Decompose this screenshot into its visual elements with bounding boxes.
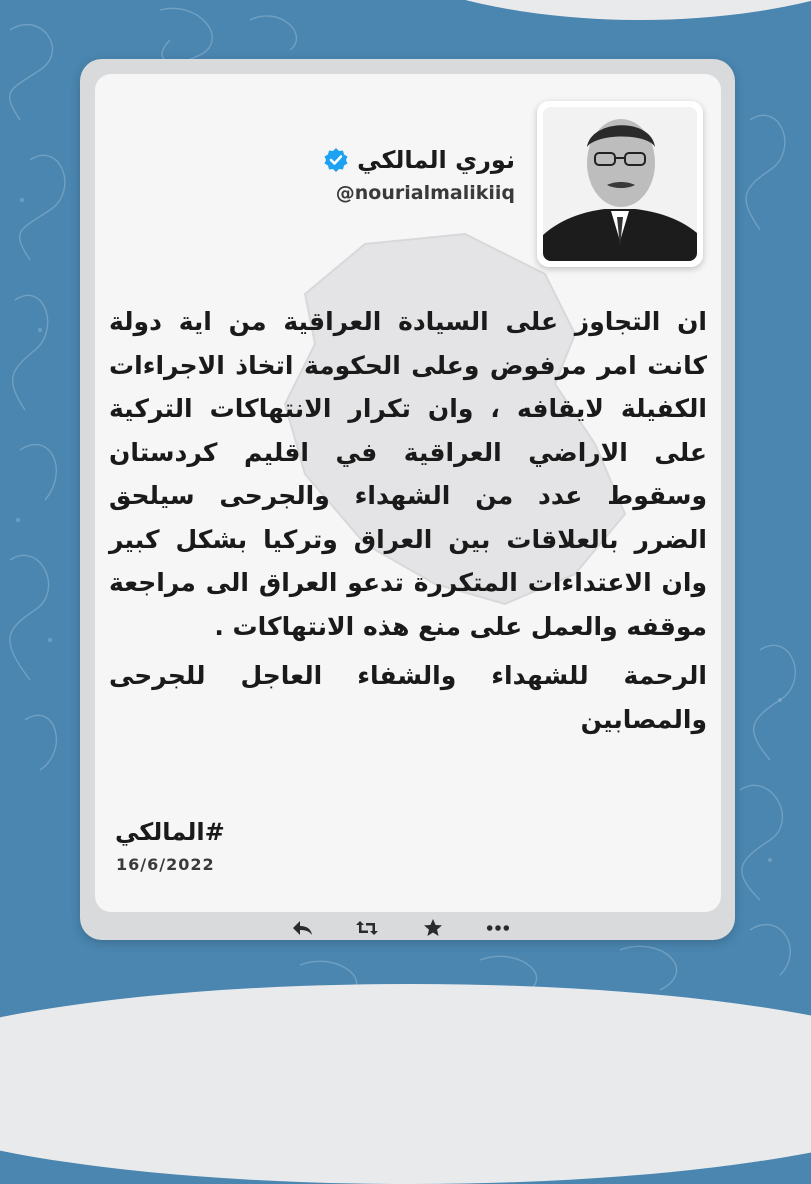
reply-icon[interactable] — [290, 916, 314, 940]
verified-badge-icon — [323, 147, 349, 173]
profile-header — [323, 146, 515, 204]
avatar-frame — [537, 101, 703, 267]
more-icon[interactable] — [486, 916, 510, 940]
hashtag-link[interactable]: #المالكي — [115, 818, 225, 846]
tweet-paragraph: الرحمة للشهداء والشفاء العاجل للجرحى والمصابين — [109, 661, 707, 734]
tweet-card — [95, 74, 721, 912]
tweet-body — [109, 300, 707, 741]
star-icon[interactable] — [421, 916, 445, 940]
top-decorative-arc — [330, 0, 811, 20]
author-handle[interactable]: @nourialmalikiiq — [335, 182, 515, 204]
author-name[interactable]: نوري المالكي — [357, 146, 515, 174]
avatar[interactable] — [543, 107, 697, 261]
tweet-date: 16/6/2022 — [116, 855, 215, 874]
tweet-paragraph: ان التجاوز على السيادة العراقية من اية دولة كانت امر مرفوض وعلى الحكومة اتخاذ الاجراءات الكفيلة لايقافه ، وان تكرار الانتهاكات التركية على الاراضي العراقية في اقليم كردستان وسقوط عدد من الشهداء والجرحى سيلحق الضرر بالعلاقات بين العراق وتركيا بشكل كبير وان الاعتداءات المتكررة تدعو العراق الى مراجعة موقفه والعمل على منع هذه الانتهاكات . — [109, 307, 707, 641]
bottom-decorative-arc — [0, 984, 811, 1184]
tweet-actions — [290, 914, 510, 942]
retweet-icon[interactable] — [355, 916, 379, 940]
